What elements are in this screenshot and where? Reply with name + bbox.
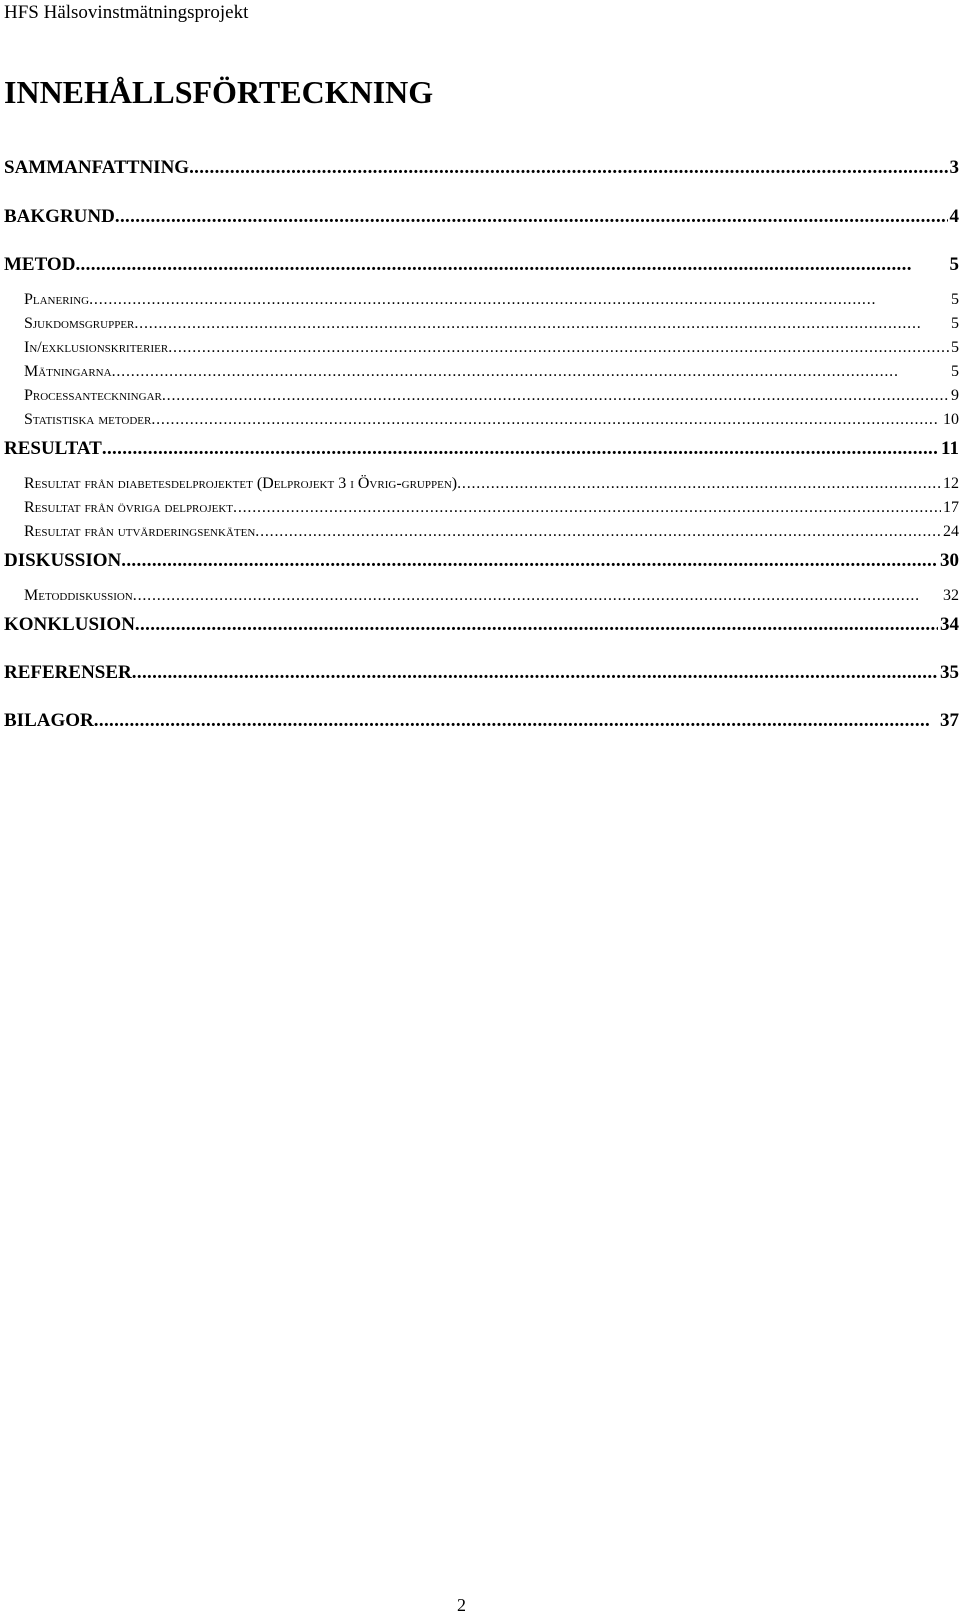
toc-entry-metoddiskussion[interactable] [24, 585, 959, 607]
toc-entry-resultat-utvarderingsenkaten[interactable] [24, 521, 959, 543]
dot-leader [112, 361, 949, 383]
toc-entry-label: METOD [4, 254, 76, 275]
toc-entry-page: 37 [940, 710, 959, 731]
dot-leader [94, 709, 938, 733]
dot-leader [151, 409, 941, 431]
running-header: HFS Hälsovinstmätningsprojekt [4, 2, 249, 23]
dot-leader [89, 289, 949, 311]
toc-entry-page: 5 [949, 254, 959, 275]
toc-entry-page: 35 [940, 662, 959, 683]
toc-entry-page: 24 [943, 523, 959, 540]
page-number: 2 [457, 1595, 466, 1615]
toc-entry-label: RESULTAT [4, 438, 102, 459]
toc-entry-page: 30 [940, 550, 959, 571]
toc-entry-resultat-diabetesdelprojektet[interactable] [24, 473, 959, 495]
toc-entry-processanteckningar[interactable] [24, 385, 959, 407]
dot-leader [132, 661, 938, 685]
dot-leader [189, 156, 947, 180]
toc-entry-page: 3 [949, 157, 959, 178]
toc-entry-label: Sjukdomsgrupper [24, 315, 135, 332]
toc-entry-resultat[interactable] [4, 437, 959, 461]
toc-entry-label: SAMMANFATTNING [4, 157, 190, 178]
toc-entry-label: BILAGOR [4, 710, 94, 731]
toc-entry-page: 5 [951, 363, 959, 380]
toc-entry-label: Resultat från diabetesdelprojektet (Delprojekt 3 i Övrig-gruppen) [24, 475, 458, 492]
toc-entry-page: 4 [949, 206, 959, 227]
toc-entry-page: 32 [943, 587, 959, 604]
toc-entry-bakgrund[interactable] [4, 205, 959, 229]
toc-entry-referenser[interactable] [4, 661, 959, 685]
toc-entry-label: In/exklusionskriterier [24, 339, 169, 356]
toc-entry-sjukdomsgrupper[interactable] [24, 313, 959, 335]
toc-entry-label: Resultat från utvärderingsenkäten [24, 523, 256, 540]
dot-leader [255, 521, 941, 543]
toc-entry-label: Metoddiskussion [24, 587, 133, 604]
toc-entry-label: KONKLUSION [4, 614, 135, 635]
toc-entry-konklusion[interactable] [4, 613, 959, 637]
toc-entry-page: 17 [943, 499, 959, 516]
toc-entry-label: DISKUSSION [4, 550, 122, 571]
toc-entry-page: 9 [951, 387, 959, 404]
toc-entry-diskussion[interactable] [4, 549, 959, 573]
toc-entry-resultat-ovriga-delprojekt[interactable] [24, 497, 959, 519]
toc-entry-page: 10 [943, 411, 959, 428]
toc-entry-page: 5 [951, 291, 959, 308]
toc-entry-metod[interactable] [4, 253, 959, 277]
toc-entry-in-exklusionskriterier[interactable] [24, 337, 959, 359]
dot-leader [102, 437, 939, 461]
toc-entry-label: Mätningarna [24, 363, 112, 380]
dot-leader [115, 205, 948, 229]
toc-entry-page: 12 [943, 475, 959, 492]
toc-entry-page: 5 [951, 339, 959, 356]
toc-entry-bilagor[interactable] [4, 709, 959, 733]
toc-entry-page: 5 [951, 315, 959, 332]
toc-entry-page: 11 [941, 438, 959, 459]
dot-leader [133, 585, 941, 607]
toc-entry-planering[interactable] [24, 289, 959, 311]
toc-entry-sammanfattning[interactable] [4, 156, 959, 180]
toc-entry-statistiska-metoder[interactable] [24, 409, 959, 431]
dot-leader [75, 253, 947, 277]
toc-entry-matningarna[interactable] [24, 361, 959, 383]
toc-entry-label: BAKGRUND [4, 206, 115, 227]
dot-leader [134, 313, 949, 335]
toc-entry-label: Resultat från övriga delprojekt [24, 499, 234, 516]
toc-entry-label: Planering [24, 291, 90, 308]
toc-entry-label: Statistiska metoder [24, 411, 152, 428]
toc-entry-label: Processanteckningar [24, 387, 162, 404]
toc-entry-page: 34 [940, 614, 959, 635]
dot-leader [233, 497, 941, 519]
dot-leader [135, 613, 938, 637]
dot-leader [168, 337, 949, 359]
dot-leader [457, 473, 941, 495]
dot-leader [162, 385, 949, 407]
dot-leader [121, 549, 938, 573]
toc-title: INNEHÅLLSFÖRTECKNING [4, 74, 434, 110]
toc-entry-label: REFERENSER [4, 662, 132, 683]
